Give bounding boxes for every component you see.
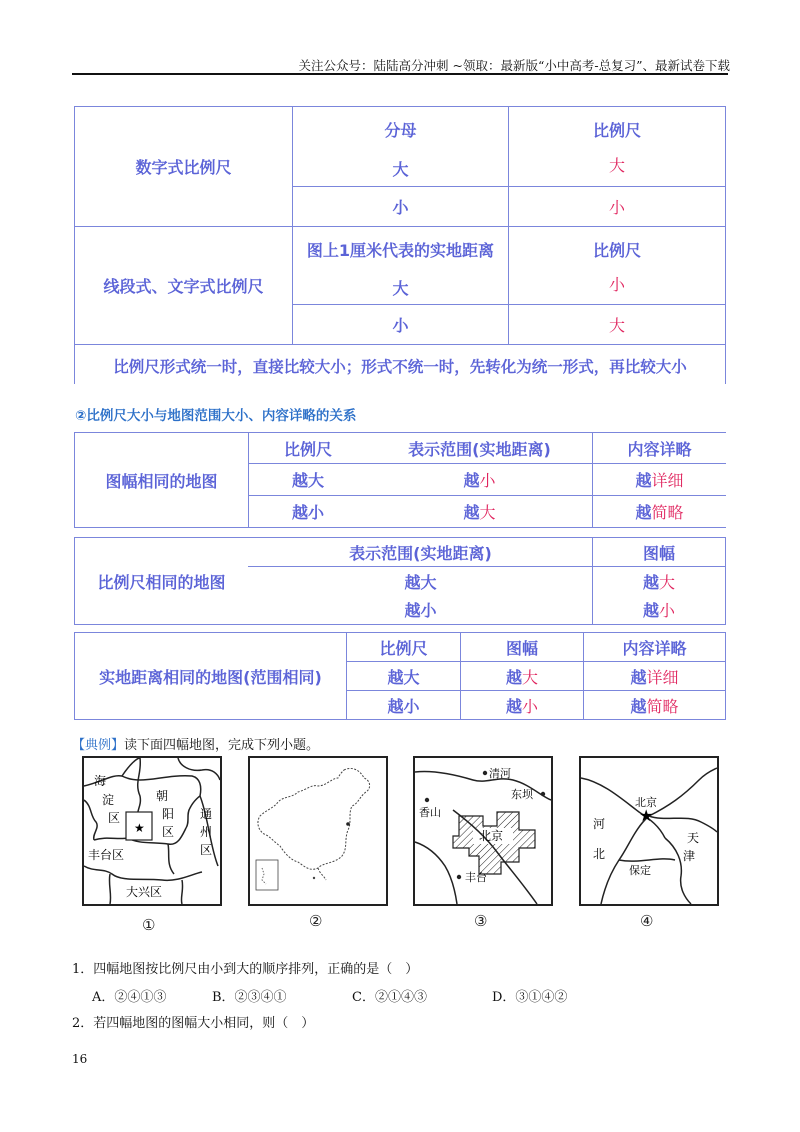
m1-label-zhou: 州: [200, 825, 213, 839]
m1-label-qu2: 区: [162, 825, 175, 839]
m1-label-dian: 淀: [102, 793, 115, 807]
cell-distance-small: 小: [392, 316, 409, 335]
m3-label-fengtai: 丰台: [465, 871, 487, 884]
m4-capital-star-icon: ★: [639, 806, 654, 825]
m4-label-beijing: 北京: [635, 796, 657, 809]
m4-label-he: 河: [593, 817, 606, 831]
t4-r2-detail: 越 简略: [630, 696, 679, 716]
cell-distance-large: 大: [392, 278, 409, 298]
m4-label-jin: 津: [683, 849, 696, 863]
scale-comparison-note: 比例尺形式统一时，直接比较大小；形式不统一时，先转化为统一形式，再比较大小: [113, 358, 687, 376]
t2-r2-scale: 越小: [291, 503, 324, 522]
t4-size-header: 图幅: [505, 638, 538, 658]
scale-header-2: 比例尺: [592, 240, 641, 260]
same-size-label: 图幅相同的地图: [105, 471, 218, 491]
map-4-number: ④: [640, 912, 654, 930]
t2-scale-header: 比例尺: [283, 439, 332, 459]
m4-label-baoding: 保定: [629, 864, 651, 877]
option-d: D．③①④②: [492, 990, 568, 1005]
header-divider: [72, 73, 728, 75]
t3-r1-size: 越 大: [642, 572, 676, 592]
t4-r2-scale: 越小: [387, 696, 420, 716]
question-2: 2．若四幅地图的图幅大小相同，则（ ）: [72, 1016, 315, 1031]
m1-label-qu1: 区: [108, 811, 121, 825]
t3-size-header: 图幅: [642, 543, 675, 563]
m3-label-qinghe: 清河: [489, 767, 511, 780]
t3-r2-range: 越小: [404, 601, 437, 620]
example-tag: 【典例】: [72, 738, 125, 753]
m3-label-xiangshan: 香山: [419, 806, 441, 819]
example-text: 读下面四幅地图，完成下列小题。: [124, 738, 320, 753]
t3-range-header: 表示范围(实地距离): [349, 543, 492, 563]
m4-label-tian: 天: [687, 831, 700, 845]
t3-r2-size: 越 小: [642, 601, 676, 620]
m1-label-fengtai: 丰台区: [88, 848, 125, 862]
real-distance-header: 图上1厘米代表的实地距离: [306, 240, 495, 260]
same-distance-label: 实地距离相同的地图(范围相同): [99, 667, 322, 687]
option-b: B．②③④①: [212, 990, 287, 1005]
m3-label-dongba: 东坝: [511, 788, 533, 801]
t2-r1-scale: 越大: [291, 471, 324, 490]
scale-header: 比例尺: [592, 120, 641, 140]
map-3-number: ③: [474, 912, 488, 930]
question-1: 1．四幅地图按比例尺由小到大的顺序排列，正确的是（ ）: [72, 962, 419, 977]
map-1-number: ①: [142, 916, 156, 934]
t4-detail-header: 内容详略: [622, 638, 687, 658]
t4-r1-scale: 越大: [387, 667, 420, 687]
example-line: [72, 734, 319, 753]
t3-r1-range: 越大: [404, 572, 437, 592]
page-number: 16: [72, 1052, 88, 1066]
numeric-scale-label: 数字式比例尺: [135, 158, 232, 177]
map-2-number: ②: [309, 912, 323, 930]
m1-label-yang: 阳: [162, 807, 175, 821]
m1-label-hai: 海: [94, 774, 107, 788]
header-text: 关注公众号：陆陆高分冲刺 ~领取：最新版“小中高考-总复习”、最新试卷下载: [298, 58, 730, 73]
section-title: ②比例尺大小与地图范围大小、内容详略的关系: [75, 408, 357, 424]
option-c: C．②①④③: [352, 990, 427, 1005]
t4-r2-size: 越 小: [505, 696, 539, 716]
t2-r2-detail: 越 简略: [635, 503, 684, 522]
cell-denominator-small: 小: [392, 198, 409, 217]
same-scale-label: 比例尺相同的地图: [97, 572, 226, 592]
option-a: A．②④①③: [92, 990, 167, 1005]
cell-scale-small: 小: [608, 198, 625, 217]
m1-label-daxing: 大兴区: [126, 885, 163, 899]
capital-star-icon: ★: [134, 821, 145, 835]
t4-r1-size: 越 大: [505, 667, 539, 687]
t2-r1-range: 越 小: [463, 471, 496, 490]
t4-scale-header: 比例尺: [379, 638, 428, 658]
denominator-header: 分母: [384, 120, 417, 140]
m3-label-beijing: 北京: [479, 829, 504, 843]
m1-label-qu3: 区: [200, 843, 213, 857]
m1-label-chao: 朝: [156, 789, 169, 803]
t2-range-header: 表示范围(实地距离): [408, 439, 551, 459]
cell-scale-large: 大: [608, 155, 625, 175]
m1-label-tong: 通: [200, 807, 213, 821]
cell-scale-large-2: 大: [608, 316, 625, 335]
cell-scale-small-2: 小: [608, 274, 625, 294]
t2-r1-detail: 越 详细: [635, 471, 684, 490]
t4-r1-detail: 越 详细: [630, 667, 679, 687]
line-text-scale-label: 线段式、文字式比例尺: [103, 277, 264, 296]
t2-r2-range: 越 大: [463, 503, 496, 522]
m4-label-bei: 北: [593, 847, 606, 861]
t2-detail-header: 内容详略: [627, 439, 692, 459]
cell-denominator-large: 大: [392, 159, 409, 179]
